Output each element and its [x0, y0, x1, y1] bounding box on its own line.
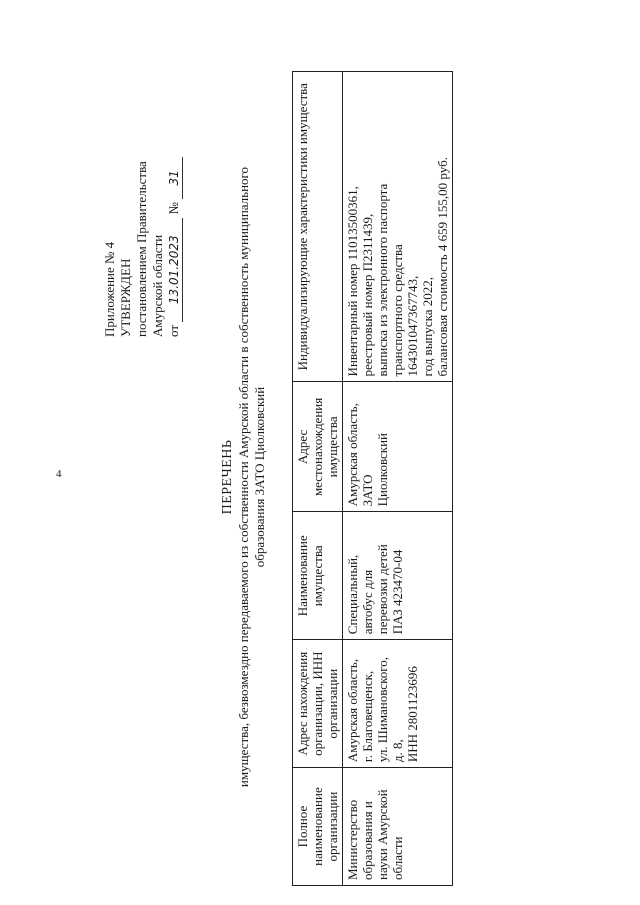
header-characteristics: Индивидуализирующие характеристики имущества [293, 72, 343, 382]
property-table [292, 71, 453, 886]
approval-block [102, 67, 183, 337]
number-label: № [166, 202, 181, 215]
header-org-name: Полное наименование организации [293, 768, 343, 886]
cell-property-name: Специальный, автобус для перевозки детей ПАЗ 423470-04 [343, 512, 453, 640]
handwritten-number: 31 [166, 157, 183, 199]
title-line-2: образования ЗАТО Циолковский [252, 386, 267, 568]
handwritten-date: 13.01.2023 [166, 218, 183, 322]
table-header-row [293, 72, 343, 886]
header-property-name: Наименование имущества [293, 512, 343, 640]
cell-characteristics: Инвентарный номер 11013500361, реестровый номер П2311439, выписка из электронного паспорта транспортного средства 164301047367743, год выпуска 2022, балансовая стоимость 4 659 155,00 руб. [343, 72, 453, 382]
cell-org-address: Амурская область, г. Благовещенск, ул. Шимановского, д. 8, ИНН 2801123696 [343, 640, 453, 768]
document-title [220, 62, 268, 892]
region-label: Амурской области [150, 234, 165, 337]
date-number-line [166, 67, 183, 337]
page-number: 4 [56, 468, 62, 480]
cell-org-name: Министерство образования и науки Амурской области [343, 768, 453, 886]
header-property-address: Адрес местонахождения имущества [293, 382, 343, 512]
rotated-document [92, 62, 477, 892]
cell-property-address: Амурская область, ЗАТО Циолковский [343, 382, 453, 512]
table-row [343, 72, 453, 886]
approved-by-label: постановлением Правительства [134, 161, 149, 337]
approved-label: УТВЕРЖДЕН [118, 258, 133, 337]
title-heading: ПЕРЕЧЕНЬ [220, 439, 235, 515]
appendix-label: Приложение № 4 [102, 241, 117, 337]
header-org-address: Адрес нахождения организации, ИНН организации [293, 640, 343, 768]
title-line-1: имущества, безвозмездно передаваемого из собственности Амурской области в собственность муниципального [236, 166, 251, 788]
from-label: от [166, 324, 181, 337]
